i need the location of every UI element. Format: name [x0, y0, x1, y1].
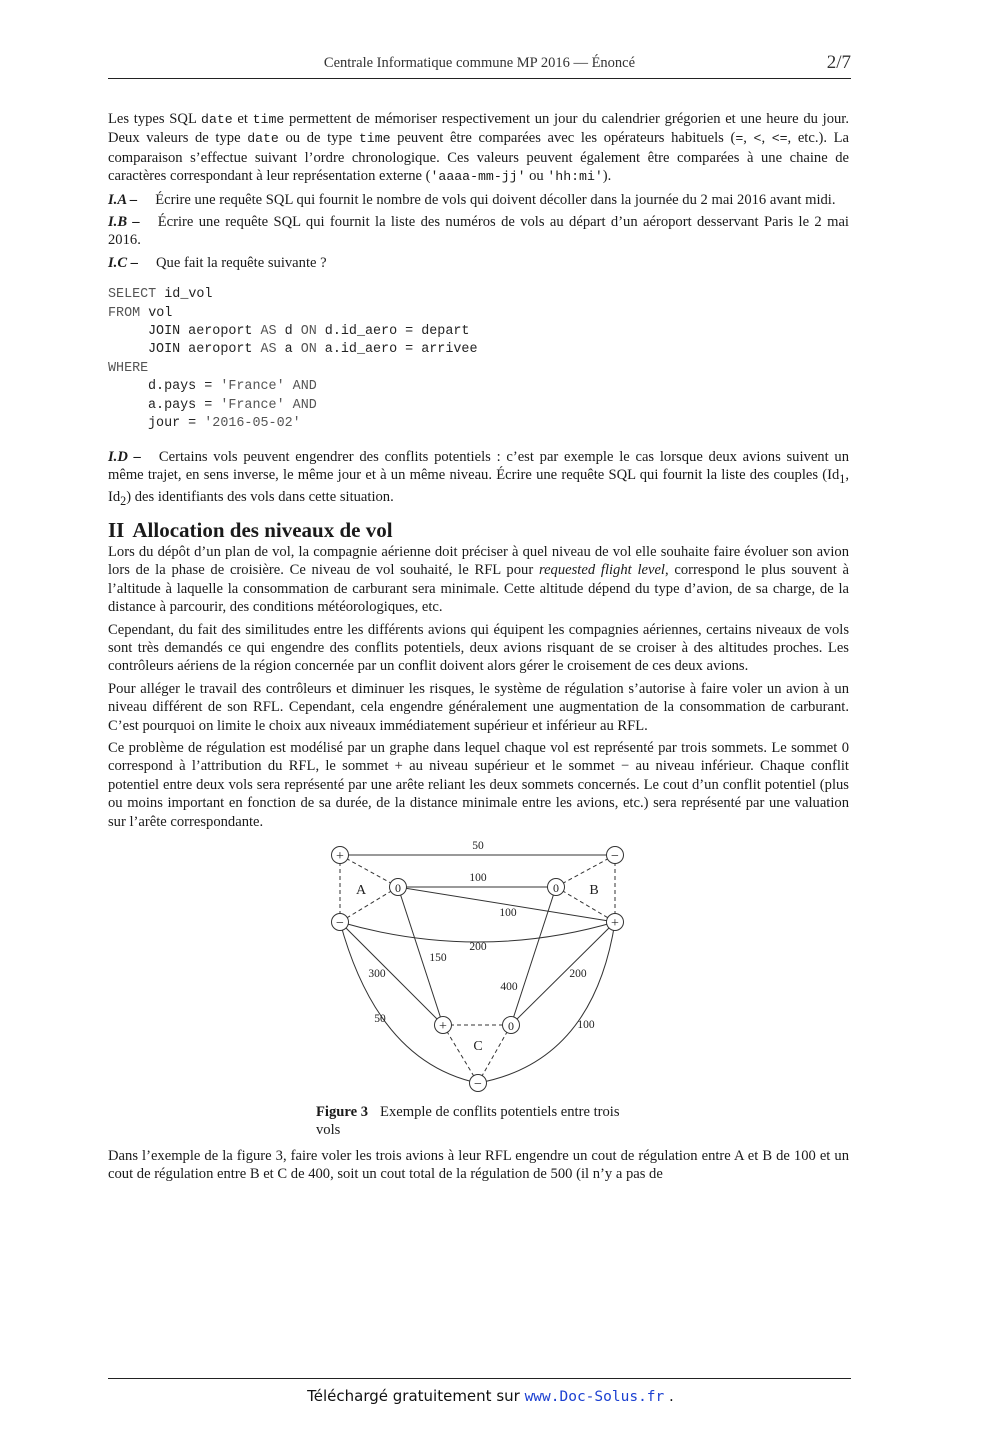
vertex-b-minus: −	[611, 849, 619, 865]
paragraph: Ce problème de régulation est modélisé par un graphe dans lequel chaque vol est représenté par trois sommets. Le sommet 0 correspond à l’attribution du RFL, le sommet + au niveau supérieur et le sommet − au niveau inférieur. Chaque conflit potentiel entre deux vols sera représenté par une arête reliant les deux sommets concernés. Le cout d’un conflit potentiel (plus ou moins important en fonction de sa durée, de la distance minimale entre les avions, etc.) sera représenté par une valuation sur l’arête correspondante.	[108, 740, 849, 830]
question-id: I.D – Certains vols peuvent engendrer des conflits potentiels : c’est par exemple le cas lorsque deux avions suivent un même trajet, en sens inverse, le même jour et à un même niveau. Écrire une requête SQL qui fournit la liste des couples ($Id_1$, $Id_2$) des identifiants des vols dans cette situation.	[108, 448, 849, 509]
vertex-c-minus: −	[474, 1077, 482, 1093]
edge-weight-label: 100	[499, 907, 517, 920]
edge-weight-label: 300	[368, 968, 386, 981]
figure-3	[108, 837, 849, 1147]
vertex-a-zero: 0	[395, 881, 401, 896]
edge-weight-label: 100	[577, 1019, 595, 1032]
edge-weight-label: 200	[469, 941, 487, 954]
question-label: I.C –	[108, 254, 139, 271]
page-number: 2/7	[826, 52, 851, 73]
vertex-c-plus: +	[439, 1019, 447, 1035]
page-header	[108, 52, 851, 79]
edge-weight-label: 200	[569, 968, 587, 981]
edge-weight-label: 100	[469, 872, 487, 885]
vertex-b-plus: +	[611, 916, 619, 932]
question-label: I.A –	[108, 191, 138, 208]
group-label-c: C	[473, 1039, 483, 1055]
paragraph: Lors du dépôt d’un plan de vol, la compagnie aérienne doit préciser à quel niveau de vol elle souhaite faire évoluer son avion lors de la phase de croisière. Ce niveau de vol souhaité, le RFL pour requested flight level, correspond le plus souvent à l’altitude à laquelle la consommation de carburant sera minimale. Cette altitude dépend du type d’avion, de sa charge, de la distance à parcourir, des conditions météorologiques, etc.	[108, 543, 849, 616]
paragraph: Dans l’exemple de la figure 3, faire voler les trois avions à leur RFL engendre un cout de régulation entre A et B de 100 et un cout de régulation entre B et C de 400, soit un cout total de la régulation de 500 (il n’y a pas de	[108, 1148, 849, 1183]
intro-paragraph: Les types SQL date et time permettent de mémoriser respectivement un jour du calendrier grégorien et une heure du jour. Deux valeurs de type date ou de type time peuvent être comparées avec les opérateurs habituels (=, <, <=, etc.). La comparaison s’effectue suivant l’ordre chronologique. Ces valeurs peuvent également être comparées à une chaine de caractères correspondant à leur représentation externe ('aaaa-mm-jj' ou 'hh:mi').	[108, 111, 850, 185]
group-label-b: B	[589, 883, 599, 899]
edge-weight-label: 400	[500, 981, 518, 994]
vertex-a-plus: +	[336, 849, 344, 865]
doc-solus-link[interactable]: www.Doc-Solus.fr	[524, 1389, 665, 1405]
edge-weight-label: 150	[429, 952, 447, 965]
question-label: I.D –	[108, 448, 141, 465]
vertex-a-minus: −	[336, 916, 344, 932]
footer-divider	[108, 1378, 851, 1379]
header-title: Centrale Informatique commune MP 2016 — Énoncé	[323, 55, 636, 71]
paragraph: Pour alléger le travail des contrôleurs et diminuer les risques, le système de régulation s’autorise à faire voler un avion à un niveau différent de son RFL. Cependant, cela engendre généralement une augmentation de la consommation de carburant. C’est pourquoi on limite le choix aux niveaux immédiatement supérieur et inférieur au RFL.	[108, 680, 849, 734]
group-label-a: A	[355, 883, 367, 899]
question-ib: I.B – Écrire une requête SQL qui fournit la liste des numéros de vols au départ d’un aéroport desservant Paris le 2 mai 2016.	[108, 214, 849, 249]
question-ia: I.A – Écrire une requête SQL qui fournit le nombre de vols qui doivent décoller dans la journée du 2 mai 2016 avant midi.	[108, 191, 836, 208]
question-ic: I.C – Que fait la requête suivante ?	[108, 254, 327, 271]
vertex-b-zero: 0	[553, 881, 559, 896]
main-content	[108, 110, 849, 1188]
edge-weight-label: 50	[374, 1013, 386, 1026]
conflict-graph-diagram	[318, 837, 618, 1099]
paragraph: Cependant, du fait des similitudes entre les différents avions qui équipent les compagnies aériennes, certains niveaux de vols sont très demandés ce qui engendre des conflits potentiels, deux avions risquant de se croiser à des altitudes proches. Les contrôleurs aériens de la région concernée par un conflit doivent alors gérer le croisement de ces deux avions.	[108, 621, 849, 675]
edge-weight-label: 50	[472, 840, 484, 853]
page-footer: Téléchargé gratuitement sur www.Doc-Solus.fr .	[307, 1387, 674, 1405]
vertex-c-zero: 0	[508, 1019, 514, 1034]
figure-caption: Figure 3 Exemple de conflits potentiels entre trois vols	[316, 1104, 620, 1139]
section-title: II Allocation des niveaux de vol	[108, 517, 393, 542]
sql-code-block: SELECT id_vol FROM vol JOIN aeroport AS d ON d.id_aero = depart JOIN aeroport AS a ON a.id_aero = arrivee WHERE d.pays = 'France' AND a.pays = 'France' AND jour = '2016-05-02'	[108, 287, 478, 432]
question-label: I.B –	[108, 214, 140, 231]
